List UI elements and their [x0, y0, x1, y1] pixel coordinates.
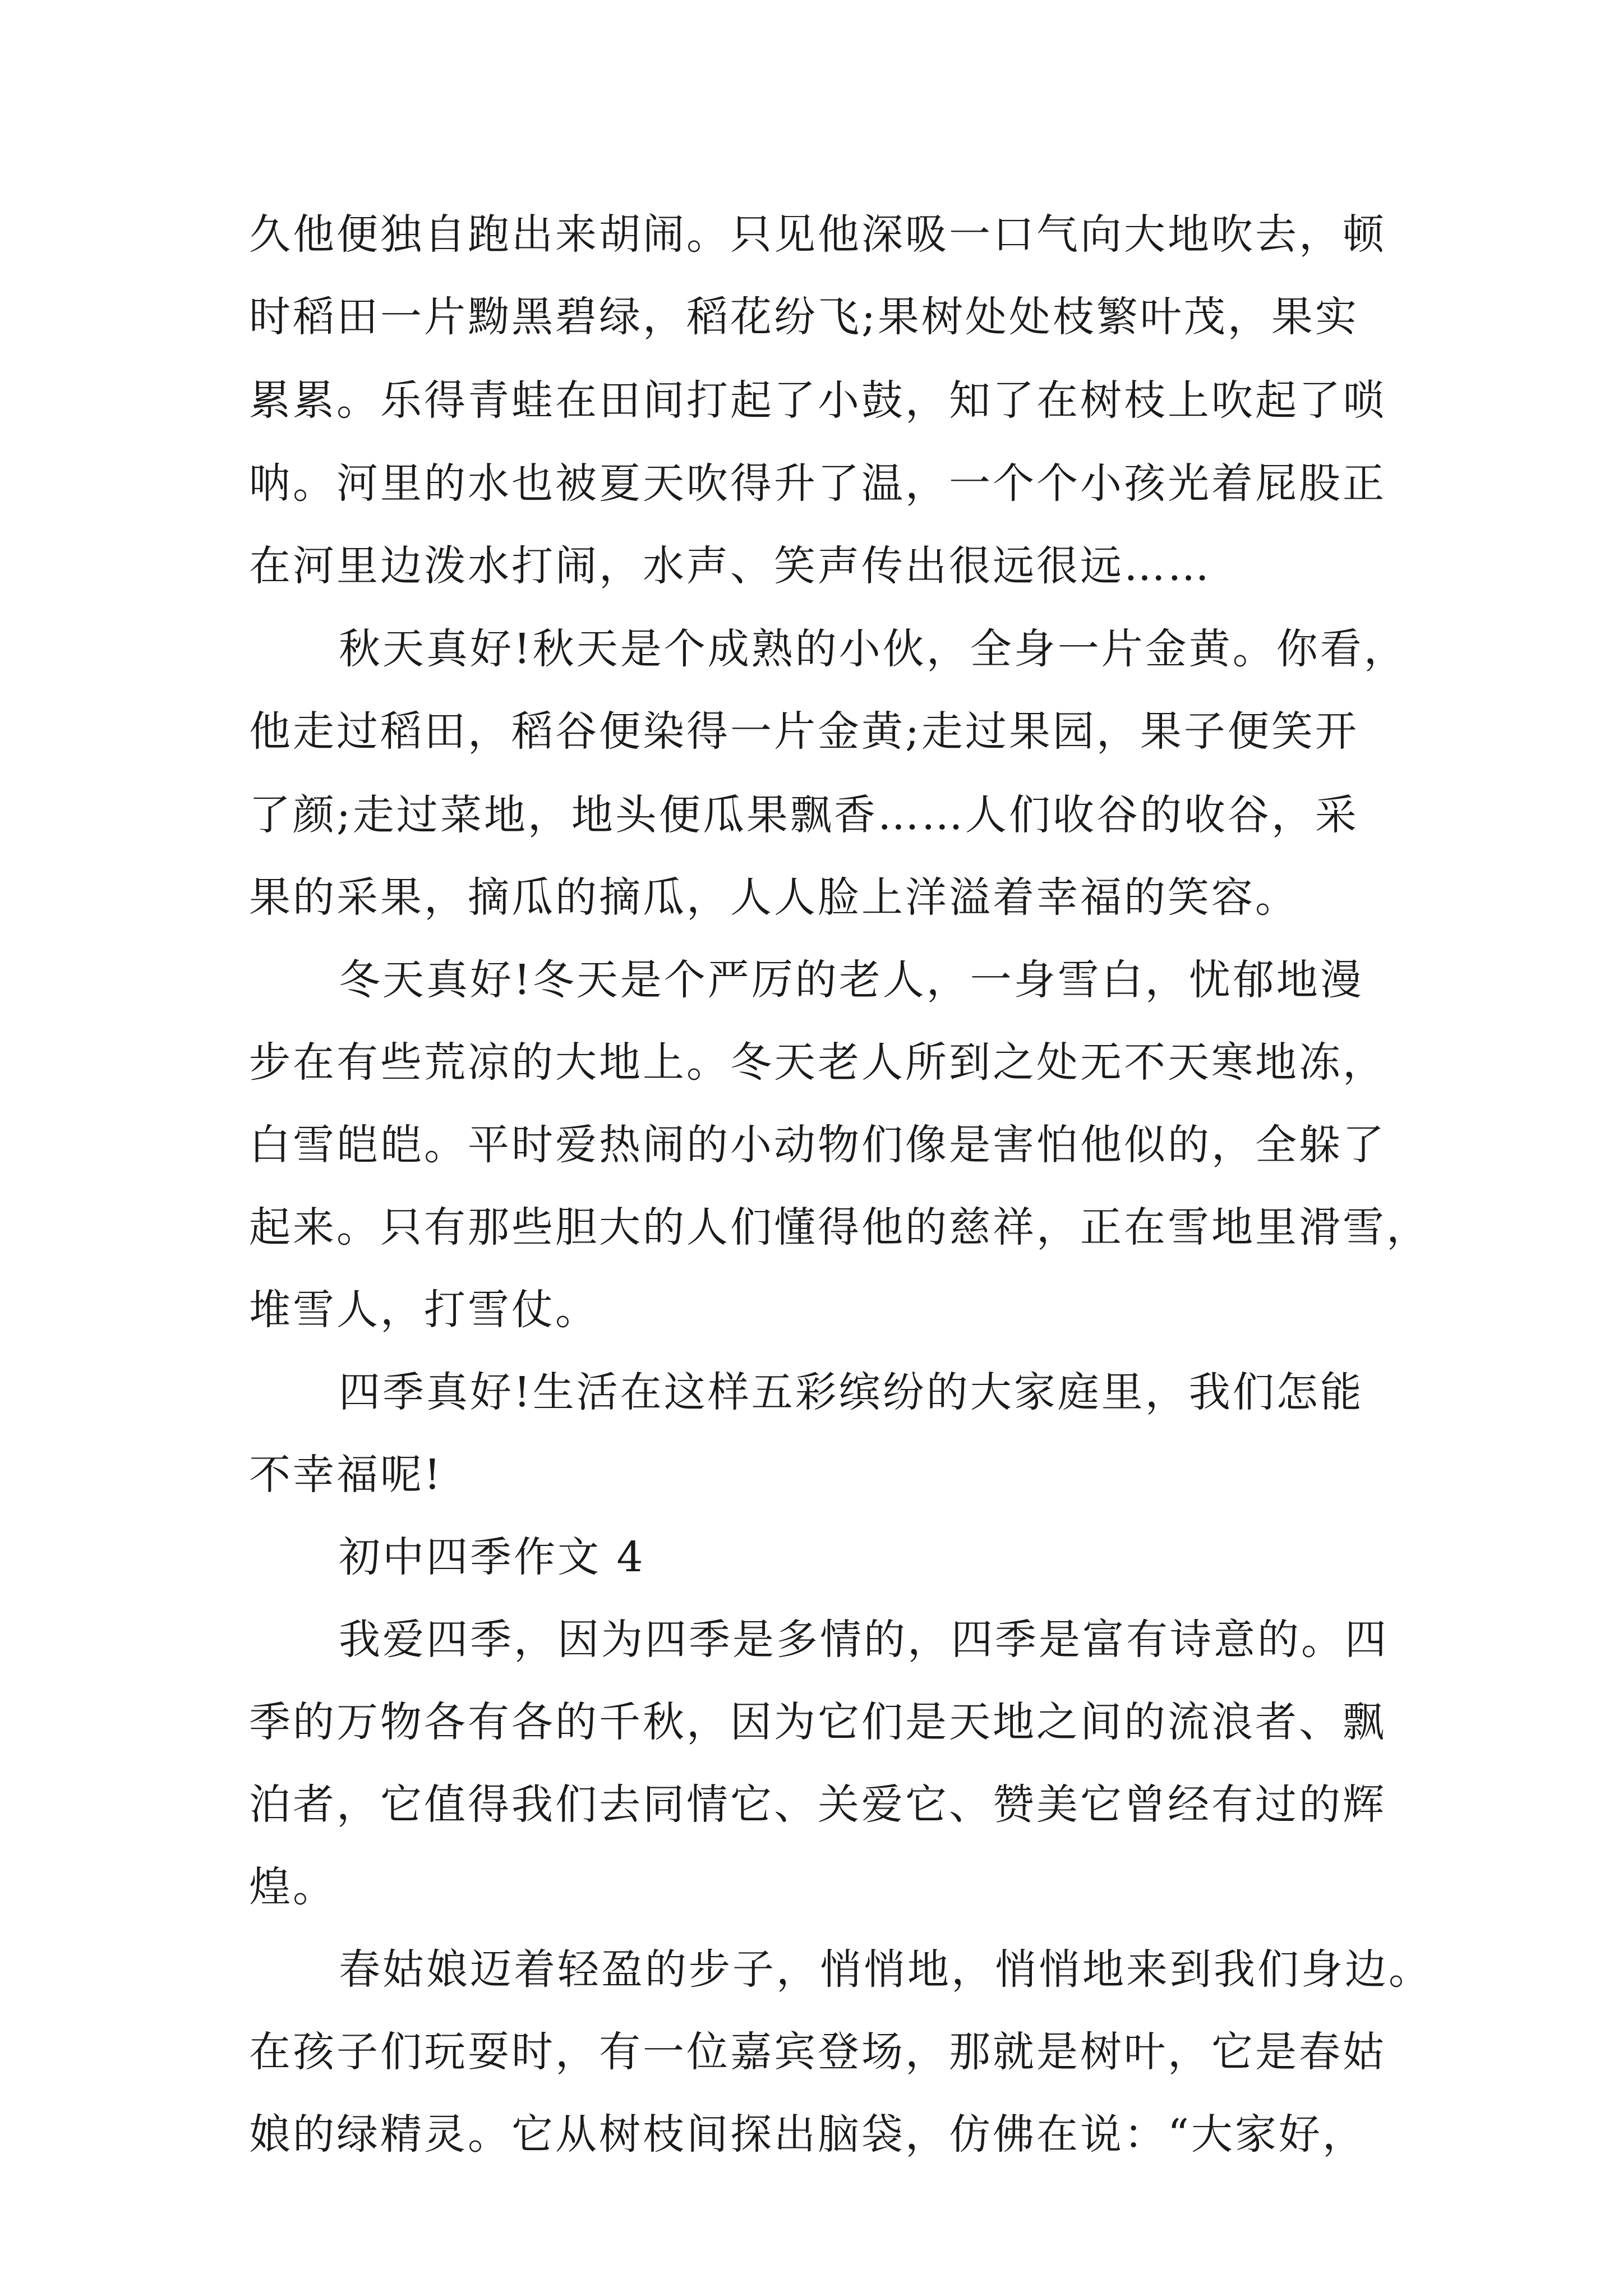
text-line: 娘的绿精灵。它从树枝间探出脑袋，仿佛在说：“大家好， — [249, 2110, 1366, 2159]
text-line: 久他便独自跑出来胡闹。只见他深吸一口气向大地吹去，顿 — [249, 210, 1386, 259]
text-line: 起来。只有那些胆大的人们懂得他的慈祥，正在雪地里滑雪， — [249, 1203, 1430, 1251]
paragraph-start-line: 春姑娘迈着轻盈的步子，悄悄地，悄悄地来到我们身边。 — [339, 1945, 1432, 1994]
paragraph-start-line: 秋天真好!秋天是个成熟的小伙，全身一片金黄。你看， — [339, 625, 1408, 673]
text-line: 呐。河里的水也被夏天吹得升了温，一个个小孩光着屁股正 — [249, 459, 1386, 508]
text-line: 泊者，它值得我们去同情它、关爱它、赞美它曾经有过的辉 — [249, 1780, 1386, 1829]
paragraph-start-line: 我爱四季，因为四季是多情的，四季是富有诗意的。四 — [339, 1616, 1389, 1664]
text-line: 他走过稻田，稻谷便染得一片金黄;走过果园，果子便笑开 — [249, 707, 1359, 756]
paragraph-start-line: 冬天真好!冬天是个严厉的老人，一身雪白，忧郁地漫 — [339, 956, 1364, 1004]
text-line: 不幸福呢! — [249, 1451, 443, 1499]
text-line: 在孩子们玩耍时，有一位嘉宾登场，那就是树叶，它是春姑 — [249, 2028, 1386, 2076]
text-line: 步在有些荒凉的大地上。冬天老人所到之处无不天寒地冻， — [249, 1038, 1386, 1087]
text-line: 堆雪人，打雪仗。 — [249, 1286, 599, 1334]
text-line: 了颜;走过菜地，地头便瓜果飘香……人们收谷的收谷，采 — [249, 791, 1359, 839]
text-line: 累累。乐得青蛙在田间打起了小鼓，知了在树枝上吹起了唢 — [249, 376, 1386, 425]
text-line: 时稻田一片黝黑碧绿，稻花纷飞;果树处处枝繁叶茂，果实 — [249, 293, 1359, 341]
text-line: 在河里边泼水打闹，水声、笑声传出很远很远…… — [249, 542, 1211, 590]
paragraph-start-line: 四季真好!生活在这样五彩缤纷的大家庭里，我们怎能 — [339, 1368, 1364, 1416]
text-line: 季的万物各有各的千秋，因为它们是天地之间的流浪者、飘 — [249, 1698, 1386, 1746]
text-line: 煌。 — [249, 1863, 336, 1911]
text-line: 果的采果，摘瓜的摘瓜，人人脸上洋溢着幸福的笑容。 — [249, 873, 1299, 922]
section-heading: 初中四季作文 4 — [339, 1533, 645, 1581]
text-line: 白雪皑皑。平时爱热闹的小动物们像是害怕他似的，全躲了 — [249, 1121, 1386, 1169]
